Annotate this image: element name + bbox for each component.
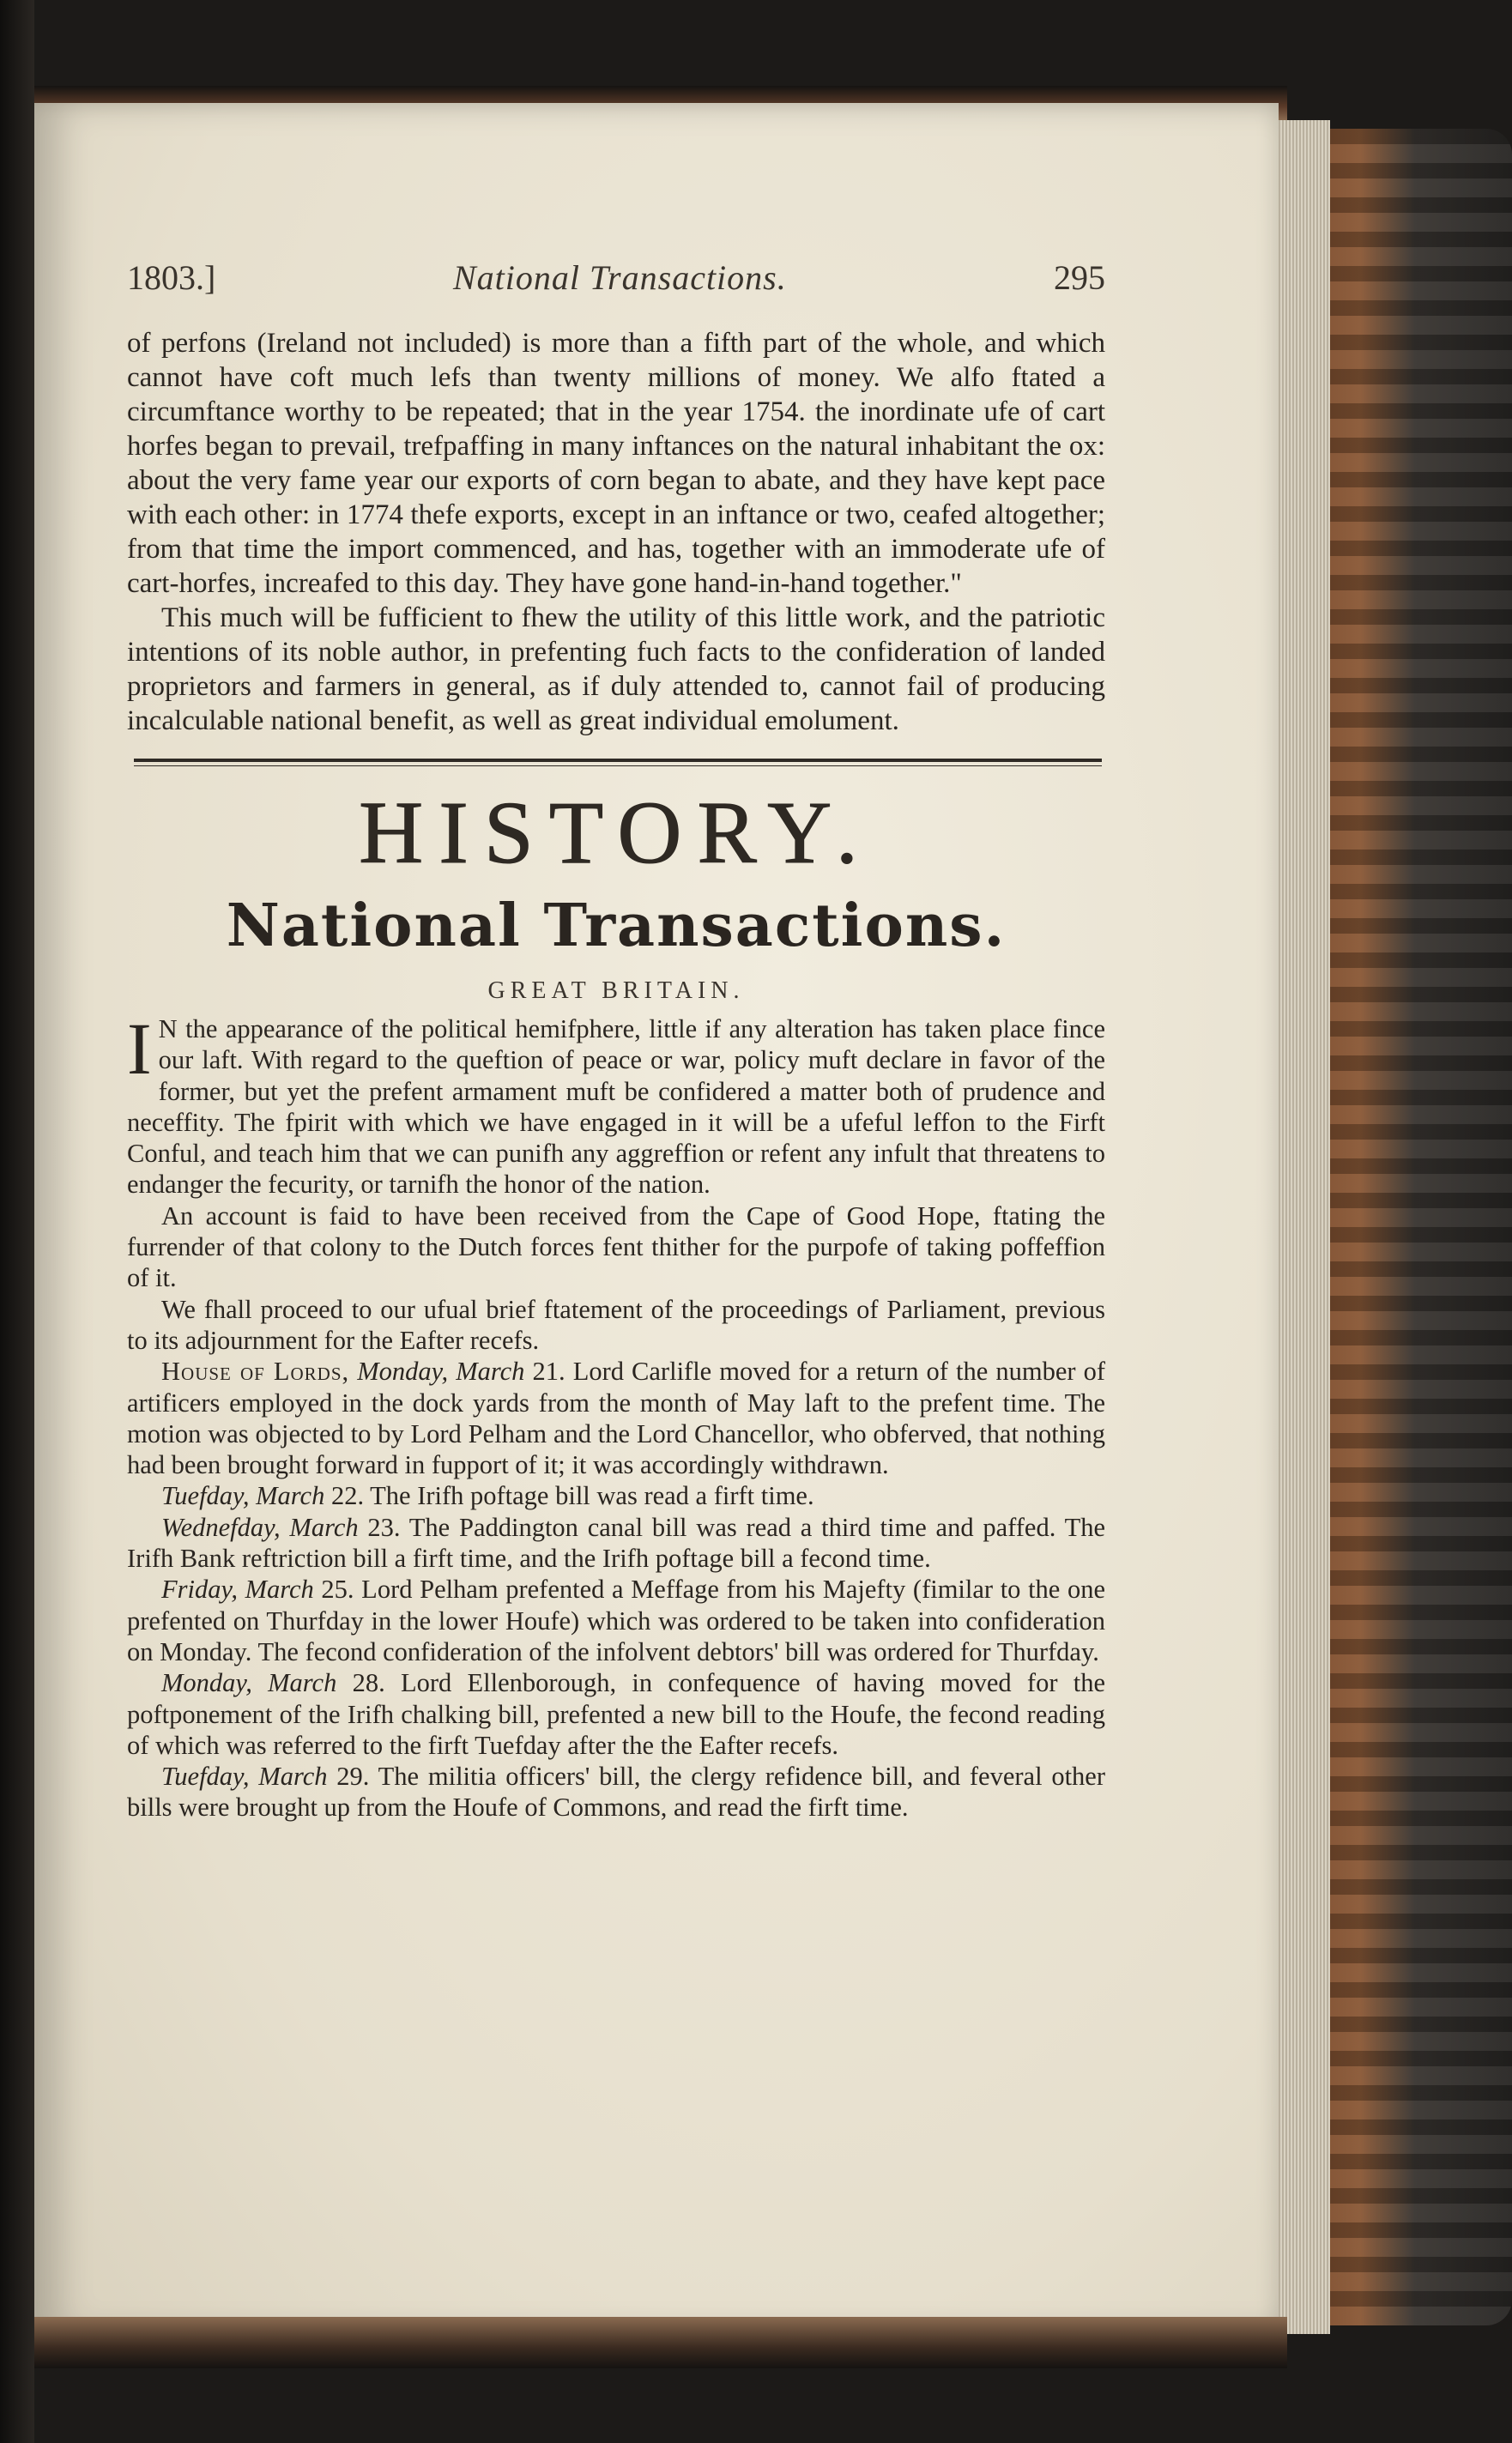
history-paragraph: An account is faid to have been received from the Cape of Good Hope, ftating the furrender of that colony to the Dutch forces fent thither for the purpofe of taking poffeffion of it. bbox=[127, 1200, 1105, 1293]
history-text bbox=[127, 1007, 1106, 1823]
intro-paragraph: of perfons (Ireland not included) is more than a fifth part of the whole, and which cannot have coft much lefs than twenty millions of money. We alfo ftated a circumftance worthy to be repeated; that in the year 1754. the inordinate ufe of cart horfes began to prevail, trefpaffing in many inftances on the natural inhabitant the ox: about the very fame year our exports of corn began to abate, and they have kept pace with each other: in 1774 thefe exports, except in an inftance or two, ceafed altogether; from that time the import commenced, and has, together with an immoderate ufe of cart-horfes, increafed to this day. They have gone hand-in-hand together." bbox=[127, 328, 1105, 599]
intro-paragraph: This much will be fufficient to fhew the utility of this little work, and the patriotic intentions of its noble author, in prefenting fuch facts to the confideration of landed proprietors and farmers in general, as if duly attended to, cannot fail of producing incalculable national benefit, as well as great individual emolument. bbox=[127, 602, 1105, 736]
paragraph-text: N the appearance of the political hemifphere, little if any alteration has taken place fince our laft. With regard to the queftion of peace or war, policy muft declare in favor of the former, but yet the prefent armament muft be confidered a matter both of prudence and neceffity. The fpirit with which we have engaged in it will be a ufeful leffon to the Firft Conful, and teach him that we can punifh any aggreffion or refent any infult that threatens to endanger the fecurity, or tarnifh the honor of the nation. bbox=[127, 1014, 1105, 1200]
section-title: HISTORY. bbox=[359, 783, 874, 882]
history-paragraph bbox=[127, 1667, 1105, 1761]
entry-date: Friday, March bbox=[161, 1575, 314, 1605]
house-of-lords-label: House of Lords, bbox=[161, 1357, 350, 1387]
paragraph-text: 29. The militia officers' bill, the clergy refidence bill, and feveral other bills were brought up from the Houfe of Commons, and read the firft time. bbox=[127, 1762, 1106, 1823]
history-paragraph bbox=[127, 1512, 1105, 1575]
page-stack-edge bbox=[1270, 120, 1330, 2334]
history-paragraph bbox=[127, 1761, 1105, 1823]
history-paragraph bbox=[127, 1007, 1105, 1200]
entry-date: Wednefday, March bbox=[161, 1512, 359, 1542]
entry-date: Tuefday, March bbox=[161, 1481, 325, 1511]
page-content bbox=[127, 257, 1105, 1823]
entry-date: Tuefday, March bbox=[161, 1762, 328, 1792]
binding-left bbox=[0, 0, 34, 2443]
bottom-shadow-band bbox=[34, 2317, 1287, 2368]
running-head-year: 1803.] bbox=[127, 258, 216, 297]
history-paragraph bbox=[127, 1480, 1105, 1511]
section-divider bbox=[134, 759, 1102, 766]
drop-cap: I bbox=[127, 1007, 152, 1090]
section-subtitle: National Transactions. bbox=[226, 892, 1007, 960]
history-paragraph bbox=[127, 1356, 1105, 1480]
intro-text bbox=[127, 326, 1105, 738]
entry-date: Monday, March bbox=[357, 1357, 525, 1387]
history-paragraph bbox=[127, 1574, 1105, 1667]
page-number: 295 bbox=[1054, 258, 1105, 297]
region-heading: GREAT BRITAIN. bbox=[487, 977, 745, 1004]
running-head bbox=[127, 257, 1105, 300]
history-paragraph: We fhall proceed to our ufual brief ftatement of the proceedings of Parliament, previous to its adjournment for the Eafter recefs. bbox=[127, 1294, 1105, 1355]
paragraph-text: 23. The Paddington canal bill was read a third time and paffed. The Irifh Bank reftriction bill a firft time, and the Irifh poftage bill a fecond time. bbox=[127, 1512, 1105, 1574]
paragraph-text: 25. Lord Pelham prefented a Meffage from his Majefty (fimilar to the one prefented on Thurfday in the lower Houfe) which was ordered to be taken into confideration on Monday. The fecond confideration of the infolvent debtors' bill was ordered for Thurfday. bbox=[127, 1575, 1106, 1666]
paragraph-text: 22. The Irifh poftage bill was read a firft time. bbox=[330, 1481, 814, 1511]
paragraph-text: 21. Lord Carlifle moved for a return of the number of artificers employed in the dock yards from the month of May laft to the prefent time. The motion was objected to by Lord Pelham and the Lord Chancellor, who obferved, that nothing had been brought forward in fupport of it; it was accordingly withdrawn. bbox=[127, 1357, 1106, 1480]
running-head-title: National Transactions. bbox=[453, 258, 787, 297]
entry-date: Monday, March bbox=[161, 1668, 337, 1698]
paragraph-text: 28. Lord Ellenborough, in confequence of having moved for the poftponement of the Irifh chalking bill, prefented a new bill to the Houfe, the fecond reading of which was referred to the firft Tuefday after the the Eafter recefs. bbox=[127, 1668, 1106, 1760]
